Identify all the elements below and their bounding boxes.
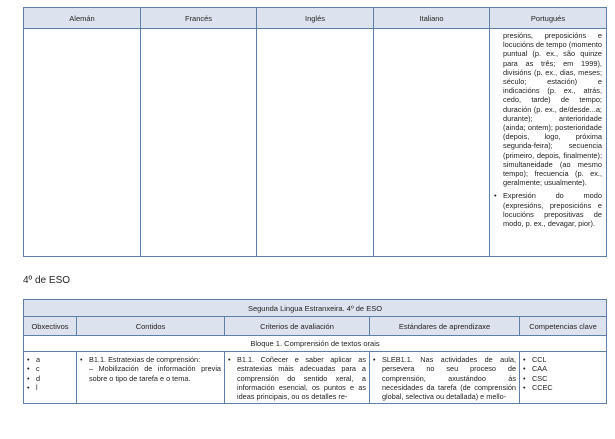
header-contidos: Contidos (77, 317, 225, 336)
estandares-text: SLEB1.1. Nas actividades de aula, persevera no seu proceso de comprensión, axustándoo ás necesidades da tarefa (de comprensión global, selectiva ou detallada) e mello- (382, 355, 516, 402)
cell-contidos (77, 352, 225, 404)
header-ingles: Inglés (257, 8, 374, 29)
languages-table (23, 7, 607, 257)
cell-italiano (374, 29, 490, 257)
list-item: • CAA (523, 364, 548, 374)
criterios-item: • B1.1. Coñecer e saber aplicar as estratexias máis adecuadas para a comprensión do sentido xeral, a información esencial, os puntos e as ideas principais, ou os detalles re- (228, 355, 366, 402)
competencias-list (523, 355, 603, 392)
list-item: • a (27, 355, 41, 364)
cell-obxectivos (24, 352, 77, 404)
estandares-item: • SLEB1.1. Nas actividades de aula, persevera no seu proceso de comprensión, axustándoo ás necesidades da tarefa (de comprensión global, selectiva ou detallada) e mello- (373, 355, 516, 402)
list-item: • CSC (523, 373, 548, 383)
list-item: • CCEC (523, 382, 553, 392)
bullet-mark: • (494, 191, 497, 201)
block-title: Bloque 1. Comprensión de textos orais (24, 336, 607, 352)
block-title-row (24, 336, 607, 352)
header-frances: Francés (141, 8, 257, 29)
cell-frances (141, 29, 257, 257)
header-portugues: Portugués (490, 8, 607, 29)
header-obxectivos: Obxectivos (24, 317, 77, 336)
curriculum-content-row (24, 352, 607, 404)
curriculum-caption: Segunda Lingua Estranxeira. 4º de ESO (24, 300, 607, 317)
header-criterios: Criterios de avaliación (225, 317, 370, 336)
cell-aleman (24, 29, 141, 257)
section-heading: 4º de ESO (23, 275, 71, 286)
header-italiano: Italiano (374, 8, 490, 29)
contidos-code: B1.1. Estratexias de comprensión: (89, 355, 201, 364)
curriculum-caption-row (24, 300, 607, 317)
contidos-item: • B1.1. Estratexias de comprensión: (80, 355, 221, 364)
curriculum-table (23, 299, 607, 404)
objectives-list (27, 355, 73, 392)
list-item: • l (27, 382, 38, 392)
list-item: • d (27, 373, 41, 383)
portugues-bullet-text: Expresión do modo (expresións, preposicións e locucións prepositivas de modo, p. ex., devagar, pior). (503, 191, 602, 229)
criterios-text: B1.1. Coñecer e saber aplicar as estratexias máis adecuadas para a comprensión do sentido xeral, a información esencial, os puntos e as ideas principais, ou os detalles re- (237, 355, 366, 402)
cell-ingles (257, 29, 374, 257)
cell-competencias (520, 352, 607, 404)
header-competencias: Competencias clave (520, 317, 607, 336)
portugues-paragraph: presións, preposicións e locucións de tempo (momento puntual (p. ex., são quinze para as três; em 1999), divisións (p. ex., dias, meses; século; estación) e indicacións (p. ex., atrás, cedo, tarde) de tempo; duración (p. ex., de/desde...a; durante); anterioridade (ainda; ontem); posterioridade (depois, logo, próxima segunda-feira); secuencia (primeiro, depois, finalmente); simultaneidade (ao mesmo tempo); frecuencia (p. ex., geralmente; usualmente). (503, 31, 603, 188)
languages-header-row (24, 8, 607, 29)
cell-portugues (490, 29, 607, 257)
cell-estandares (370, 352, 520, 404)
header-aleman: Alemán (24, 8, 141, 29)
header-estandares: Estándares de aprendizaxe (370, 317, 520, 336)
cell-criterios (225, 352, 370, 404)
list-item: • CCL (523, 355, 547, 364)
list-item: • c (27, 364, 40, 374)
contidos-dash-item: – Mobilización de información previa sobre o tipo de tarefa e o tema. (89, 364, 221, 383)
curriculum-header-row (24, 317, 607, 336)
portugues-bullet-item (494, 191, 602, 228)
languages-content-row (24, 29, 607, 257)
